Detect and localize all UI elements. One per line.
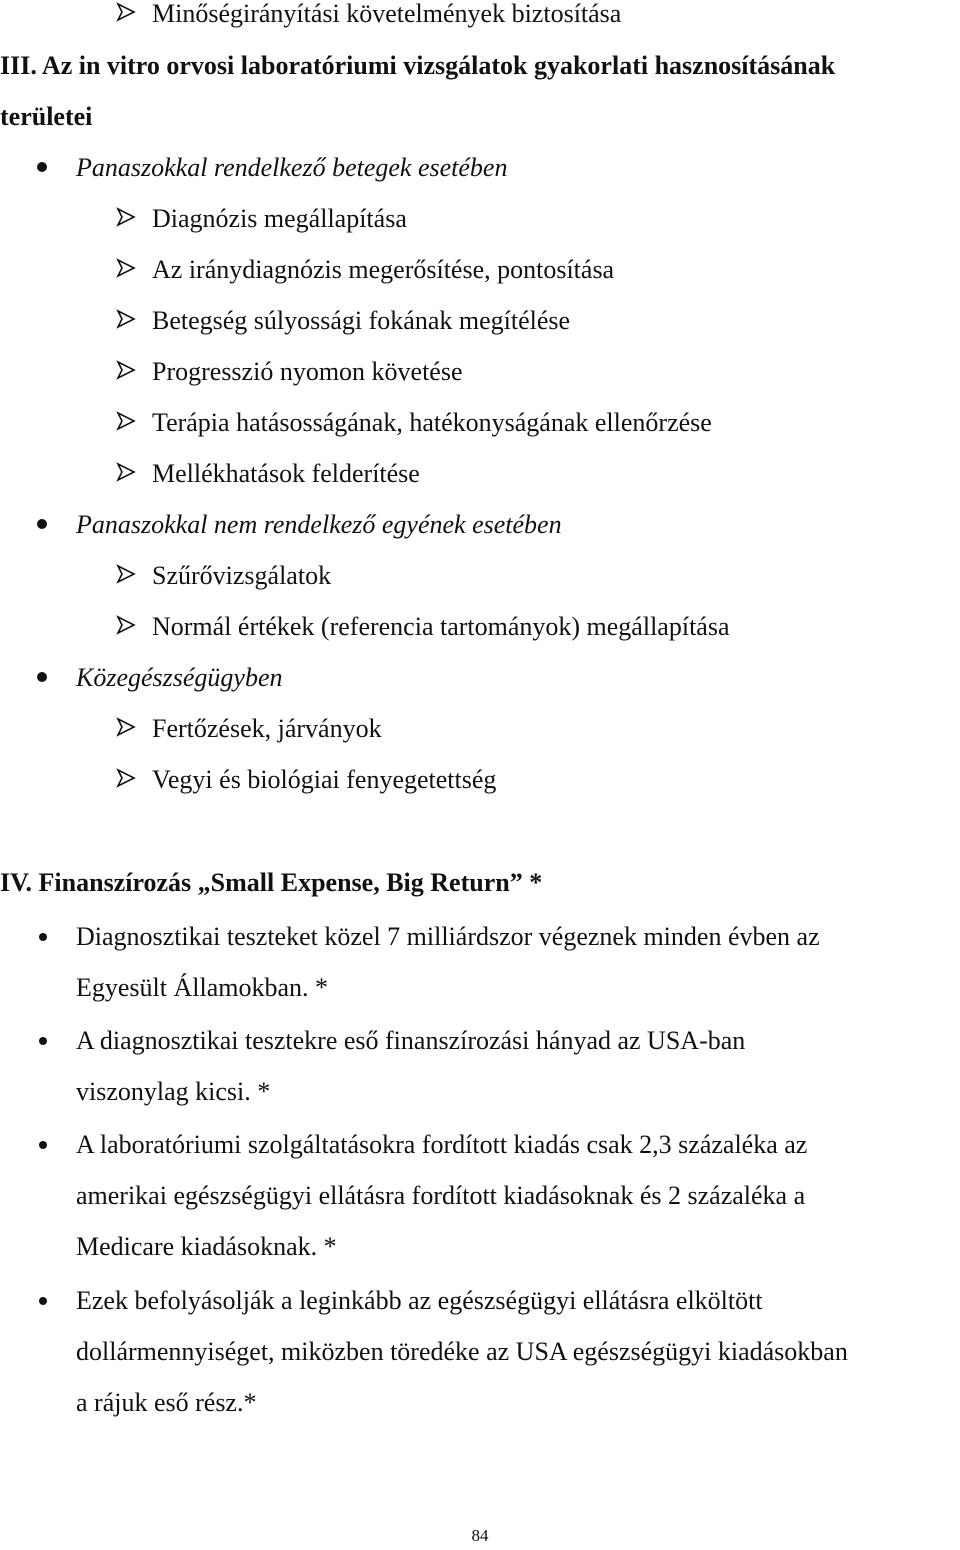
bullet-dot-icon [39, 933, 47, 941]
bullet-dot-icon [37, 672, 47, 682]
bullet-dot-icon [39, 1297, 47, 1305]
arrow-bullet-icon [116, 397, 142, 448]
paragraph-bullet: A diagnosztikai tesztekre eső finanszírozási hányad az USA-ban [0, 1015, 960, 1066]
list-item: Mellékhatások felderítése [0, 448, 960, 499]
paragraph-bullet-continued: Medicare kiadásoknak. * [76, 1232, 337, 1261]
group-title: Panaszokkal rendelkező betegek esetében [0, 142, 960, 193]
list-item: Progresszió nyomon követése [0, 346, 960, 397]
list-item: Szűrővizsgálatok [0, 550, 960, 601]
arrow-bullet-icon [116, 550, 142, 601]
section-heading: III. Az in vitro orvosi laboratóriumi vizsgálatok gyakorlati hasznosításának [0, 51, 836, 80]
list-item: Fertőzések, járványok [0, 703, 960, 754]
bullet-dot-icon [39, 1141, 47, 1149]
arrow-bullet-icon [116, 601, 142, 652]
list-item: Normál értékek (referencia tartományok) megállapítása [0, 601, 960, 652]
bullet-dot-icon [39, 1037, 47, 1045]
group-title: Panaszokkal nem rendelkező egyének esetében [0, 499, 960, 550]
arrow-bullet-icon [116, 703, 142, 754]
section-heading-continued: területei [0, 102, 93, 131]
paragraph-bullet: A laboratóriumi szolgáltatásokra fordított kiadás csak 2,3 százaléka az [0, 1119, 960, 1170]
paragraph-bullet: Ezek befolyásolják a leginkább az egészségügyi ellátásra elköltött [0, 1275, 960, 1326]
paragraph-bullet-continued: a rájuk eső rész.* [76, 1388, 257, 1417]
arrow-bullet-icon [116, 295, 142, 346]
arrow-bullet-icon [116, 346, 142, 397]
list-item: Diagnózis megállapítása [0, 193, 960, 244]
list-item: Terápia hatásosságának, hatékonyságának ellenőrzése [0, 397, 960, 448]
paragraph-bullet-continued: dollármennyiséget, miközben töredéke az USA egészségügyi kiadásokban [76, 1337, 848, 1366]
arrow-bullet-icon [116, 0, 142, 39]
section-heading: IV. Finanszírozás „Small Expense, Big Return” * [0, 868, 543, 897]
paragraph-bullet-continued: viszonylag kicsi. * [76, 1077, 271, 1106]
group-title: Közegészségügyben [0, 652, 960, 703]
paragraph-bullet-continued: amerikai egészségügyi ellátásra fordított kiadásoknak és 2 százaléka a [76, 1181, 806, 1210]
paragraph-bullet-continued: Egyesült Államokban. * [76, 973, 329, 1002]
arrow-bullet-icon [116, 448, 142, 499]
list-item: Vegyi és biológiai fenyegetettség [0, 754, 960, 805]
arrow-bullet-icon [116, 193, 142, 244]
list-item [0, 0, 960, 39]
bullet-dot-icon [37, 519, 47, 529]
page-number: 84 [471, 1526, 489, 1545]
arrow-bullet-icon [116, 754, 142, 805]
paragraph-bullet: Diagnosztikai teszteket közel 7 milliárdszor végeznek minden évben az [0, 911, 960, 962]
arrow-bullet-icon [116, 244, 142, 295]
list-item-text: Minőségirányítási követelmények biztosítása [152, 0, 622, 28]
list-item: Az iránydiagnózis megerősítése, pontosítása [0, 244, 960, 295]
bullet-dot-icon [37, 162, 47, 172]
list-item: Betegség súlyossági fokának megítélése [0, 295, 960, 346]
